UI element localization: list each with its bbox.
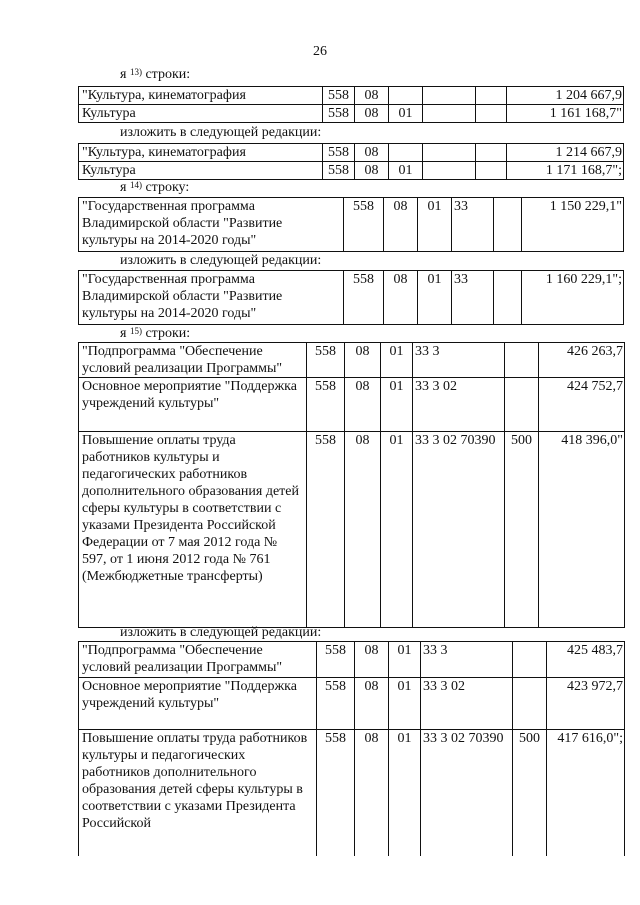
subsection-code: 01 — [389, 678, 421, 730]
subsection-code: 01 — [389, 162, 423, 180]
admin-code: 558 — [344, 271, 384, 325]
table-row — [79, 343, 625, 378]
section-14-number: 14) — [129, 180, 142, 190]
row-name: Культура — [79, 162, 323, 180]
subsection-code: 01 — [389, 642, 421, 678]
subsection-code: 01 — [389, 105, 423, 123]
expense-type — [513, 678, 547, 730]
section-15-prefix: я — [120, 326, 127, 341]
table-row — [79, 144, 624, 162]
amount: 1 150 229,1" — [522, 198, 624, 252]
subsection-code — [389, 87, 423, 105]
subsection-code: 01 — [418, 271, 452, 325]
table-row — [79, 198, 624, 252]
subsection-code: 01 — [389, 730, 421, 856]
expense-type — [505, 343, 539, 378]
page-number: 26 — [313, 44, 327, 59]
subsection-code: 01 — [381, 343, 413, 378]
table-row — [79, 730, 625, 856]
section-13-suffix: строки: — [145, 67, 191, 82]
target-code: 33 3 — [413, 343, 505, 378]
row-name: "Государственная программа Владимирской области "Развитие культуры на 2014-2020 годы" — [79, 271, 344, 325]
target-code: 33 3 02 — [413, 378, 505, 432]
target-code: 33 3 02 70390 — [421, 730, 513, 856]
amount: 424 752,7 — [539, 378, 625, 432]
target-code: 33 — [452, 198, 494, 252]
section-14-suffix: строку: — [145, 180, 190, 195]
amount: 1 161 168,7" — [507, 105, 624, 123]
admin-code: 558 — [323, 144, 355, 162]
admin-code: 558 — [323, 162, 355, 180]
section-code: 08 — [355, 105, 389, 123]
table-row — [79, 642, 625, 678]
section-15-number: 15) — [129, 326, 142, 336]
expense-type — [476, 105, 507, 123]
expense-type — [476, 162, 507, 180]
section-code: 08 — [345, 378, 381, 432]
amount: 1 160 229,1"; — [522, 271, 624, 325]
target-code — [423, 144, 476, 162]
expense-type: 500 — [513, 730, 547, 856]
table-row — [79, 432, 625, 628]
row-name: "Государственная программа Владимирской области "Развитие культуры на 2014-2020 годы" — [79, 198, 344, 252]
section-13-old-table — [78, 86, 624, 123]
section-code: 08 — [355, 678, 389, 730]
amount: 1 204 667,9 — [507, 87, 624, 105]
row-name: "Подпрограмма "Обеспечение условий реализации Программы" — [79, 343, 307, 378]
admin-code: 558 — [317, 730, 355, 856]
target-code — [423, 162, 476, 180]
expense-type — [494, 271, 522, 325]
section-15-old-table — [78, 342, 625, 628]
subsection-code: 01 — [381, 378, 413, 432]
section-code: 08 — [345, 343, 381, 378]
table-row — [79, 678, 625, 730]
section-15-label — [120, 326, 190, 342]
section-code: 08 — [355, 144, 389, 162]
section-code: 08 — [345, 432, 381, 628]
target-code: 33 3 02 70390 — [413, 432, 505, 628]
table-row — [79, 271, 624, 325]
section-code: 08 — [384, 271, 418, 325]
admin-code: 558 — [344, 198, 384, 252]
target-code: 33 3 02 — [421, 678, 513, 730]
section-code: 08 — [355, 642, 389, 678]
expense-type — [476, 144, 507, 162]
section-code: 08 — [355, 730, 389, 856]
subsection-code: 01 — [381, 432, 413, 628]
section-code: 08 — [355, 162, 389, 180]
row-name: Культура — [79, 105, 323, 123]
section-13-replace-label: изложить в следующей редакции: — [120, 125, 322, 140]
section-13-new-table — [78, 143, 624, 180]
target-code — [423, 105, 476, 123]
table-row — [79, 162, 624, 180]
row-name: Основное мероприятие "Поддержка учреждений культуры" — [79, 378, 307, 432]
expense-type: 500 — [505, 432, 539, 628]
admin-code: 558 — [323, 105, 355, 123]
section-13-number: 13) — [129, 67, 142, 77]
table-row — [79, 87, 624, 105]
amount: 1 171 168,7"; — [507, 162, 624, 180]
section-15-suffix: строки: — [145, 326, 191, 341]
admin-code: 558 — [317, 642, 355, 678]
section-13-label — [120, 67, 190, 83]
section-15-replace-label: изложить в следующей редакции: — [120, 625, 322, 640]
target-code — [423, 87, 476, 105]
row-name: Основное мероприятие "Поддержка учреждений культуры" — [79, 678, 317, 730]
table-row — [79, 105, 624, 123]
row-name: "Культура, кинематография — [79, 87, 323, 105]
target-code: 33 3 — [421, 642, 513, 678]
admin-code: 558 — [307, 432, 345, 628]
admin-code: 558 — [323, 87, 355, 105]
section-14-old-table — [78, 197, 624, 252]
section-14-new-table — [78, 270, 624, 325]
amount: 418 396,0" — [539, 432, 625, 628]
section-code: 08 — [355, 87, 389, 105]
admin-code: 558 — [307, 343, 345, 378]
amount: 1 214 667,9 — [507, 144, 624, 162]
table-row — [79, 378, 625, 432]
row-name: Повышение оплаты труда работников культуры и педагогических работников дополнительного образования детей сферы культуры в соответствии с указами Президента Российской Федерации от 7 мая 2012 года № 597, от 1 июня 2012 года № 761 (Межбюджетные трансферты) — [79, 432, 307, 628]
section-15-new-table — [78, 641, 625, 856]
expense-type — [494, 198, 522, 252]
row-name: Повышение оплаты труда работников культуры и педагогических работников дополнительного образования детей сферы культуры в соответствии с указами Президента Российской — [79, 730, 317, 856]
section-14-prefix: я — [120, 180, 127, 195]
admin-code: 558 — [307, 378, 345, 432]
row-name: "Культура, кинематография — [79, 144, 323, 162]
target-code: 33 — [452, 271, 494, 325]
subsection-code: 01 — [418, 198, 452, 252]
expense-type — [513, 642, 547, 678]
section-14-replace-label: изложить в следующей редакции: — [120, 253, 322, 268]
admin-code: 558 — [317, 678, 355, 730]
amount: 417 616,0"; — [547, 730, 625, 856]
amount: 423 972,7 — [547, 678, 625, 730]
expense-type — [505, 378, 539, 432]
row-name: "Подпрограмма "Обеспечение условий реализации Программы" — [79, 642, 317, 678]
section-13-prefix: я — [120, 67, 127, 82]
expense-type — [476, 87, 507, 105]
amount: 426 263,7 — [539, 343, 625, 378]
section-code: 08 — [384, 198, 418, 252]
section-14-label — [120, 180, 189, 196]
subsection-code — [389, 144, 423, 162]
amount: 425 483,7 — [547, 642, 625, 678]
